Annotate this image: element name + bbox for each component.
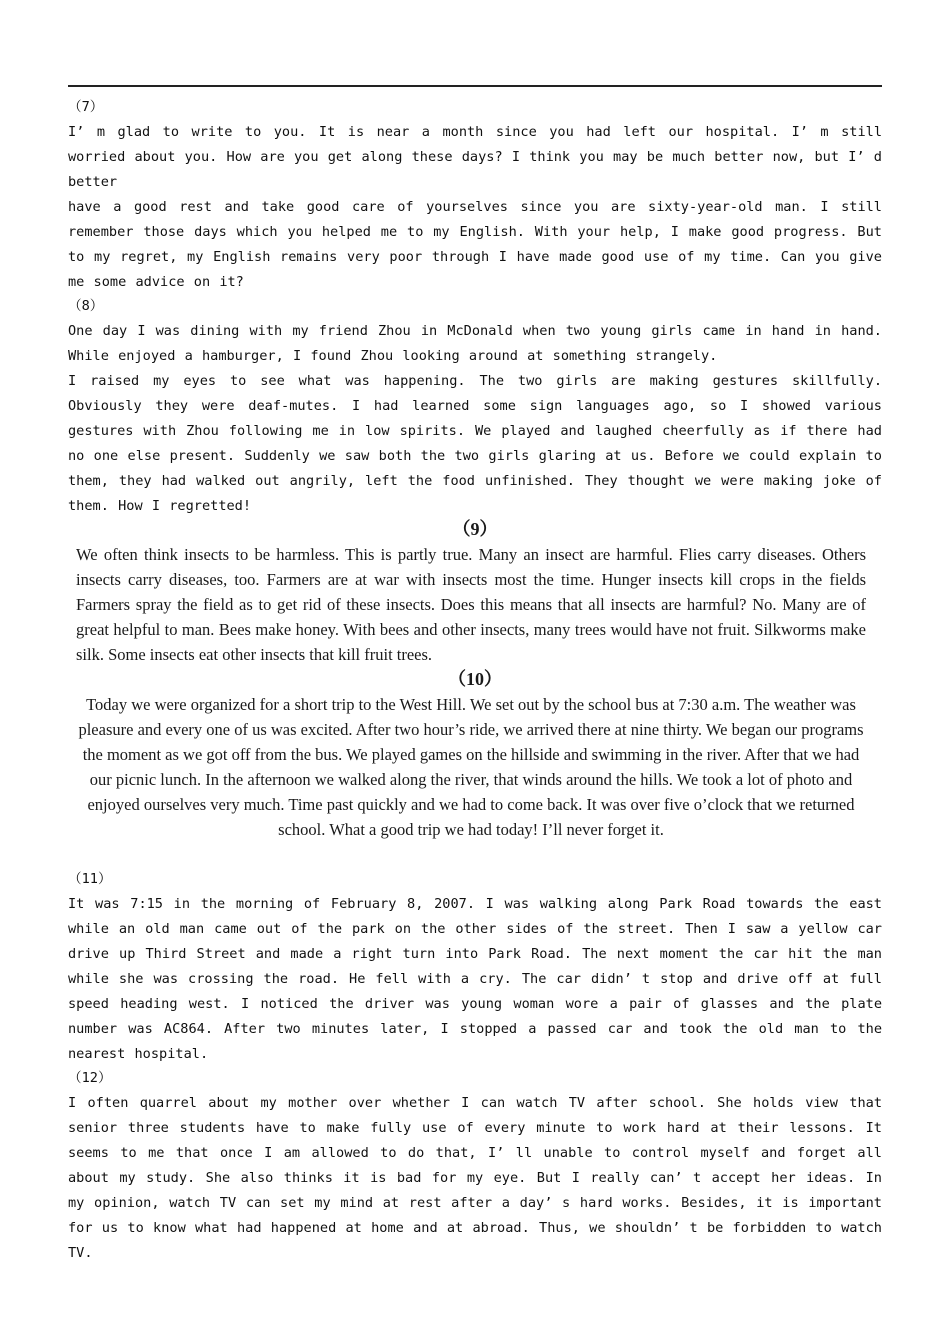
paragraph: I raised my eyes to see what was happening. The two girls are making gestures skillfully. Obviously they were deaf-mutes. I had learned some sign languages ago, so I showed various gestures with Zhou following me in low spirits. We played and laughed cheerfully as if there had no one else present. Suddenly we saw both the two girls glaring at us. Before we could explain to them, they had walked out angrily, left the food unfinished. They thought we were making joke of them. How I regretted! [68,373,882,514]
section-11 [68,867,882,1067]
section-number: （11） [68,871,112,887]
paragraph: It was 7:15 in the morning of February 8, 2007. I was walking along Park Road towards the east while an old man came out of the park on the other sides of the street. Then I saw a yellow car drive up Third Street and made a right turn into Park Road. The next moment the car hit the man while she was crossing the road. He fell with a cry. The car didn’ t stop and drive off at full speed heading west. I noticed the driver was young woman wore a pair of glasses and the plate number was AC864. After two minutes later, I stopped a passed car and took the old man to the nearest hospital. [68,896,882,1062]
section-number: （8） [68,298,104,314]
paragraph: have a good rest and take good care of yourselves since you are sixty-year-old man. I still remember those days which you helped me to my English. With your help, I make good progress. But to my regret, my English remains very poor through I have made good use of my time. Can you give me some advice on it? [68,199,882,290]
paragraph: One day I was dining with my friend Zhou in McDonald when two young girls came in hand in hand. While enjoyed a hamburger, I found Zhou looking around at something strangely. [68,323,882,364]
section-9-text: We often think insects to be harmless. This is partly true. Many an insect are harmful. Flies carry diseases. Others insects carry diseases, too. Farmers are at war with insects most the time. Hunger insects kill crops in the fields Farmers spray the field as to get rid of these insects. Does this means that all insects are harmful? No. Many are of great helpful to man. Bees make honey. With bees and other insects, many trees would have not fruit. Silkworms make silk. Some insects eat other insects that kill fruit trees. [76,545,866,664]
section-10-text: Today we were organized for a short trip to the West Hill. We set out by the school bus at 7:30 a.m. The weather was pleasure and every one of us was excited. After two hour’s ride, we arrived there at nine thirty. We began our programs the moment as we got off from the bus. We played games on the hillside and swimming in the river. After that we had our picnic lunch. In the afternoon we walked along the river, that winds around the hills. We took a lot of photo and enjoyed ourselves very much. Time past quickly and we had to come back. It was over five o’clock that we returned school. What a good trip we had today! I’ll never forget it. [78,695,864,839]
section-number: （7） [68,99,104,115]
header-rule [68,85,882,87]
section-10-heading: （10） [448,669,502,689]
section-number: （12） [68,1070,112,1086]
section-9-heading: （9） [452,519,498,539]
paragraph: I often quarrel about my mother over whether I can watch TV after school. She holds view that senior three students have to make fully use of every minute to work hard at their lessons. It seems to me that once I am allowed to do that, I’ ll unable to control myself and forget all about my study. She also thinks it is bad for my eye. But I really can’ t accept her ideas. In my opinion, watch TV can set my mind at rest after a day’ s hard works. Besides, it is important for us to know what had happened at home and at abroad. Thus, we shouldn’ t be forbidden to watch TV. [68,1095,882,1261]
section-7 [68,95,882,295]
section-8 [68,294,882,519]
paragraph: I’ m glad to write to you. It is near a month since you had left our hospital. I’ m still worried about you. How are you get along these days? I think you may be much better now, but I’ d better [68,124,882,190]
section-12 [68,1066,882,1266]
